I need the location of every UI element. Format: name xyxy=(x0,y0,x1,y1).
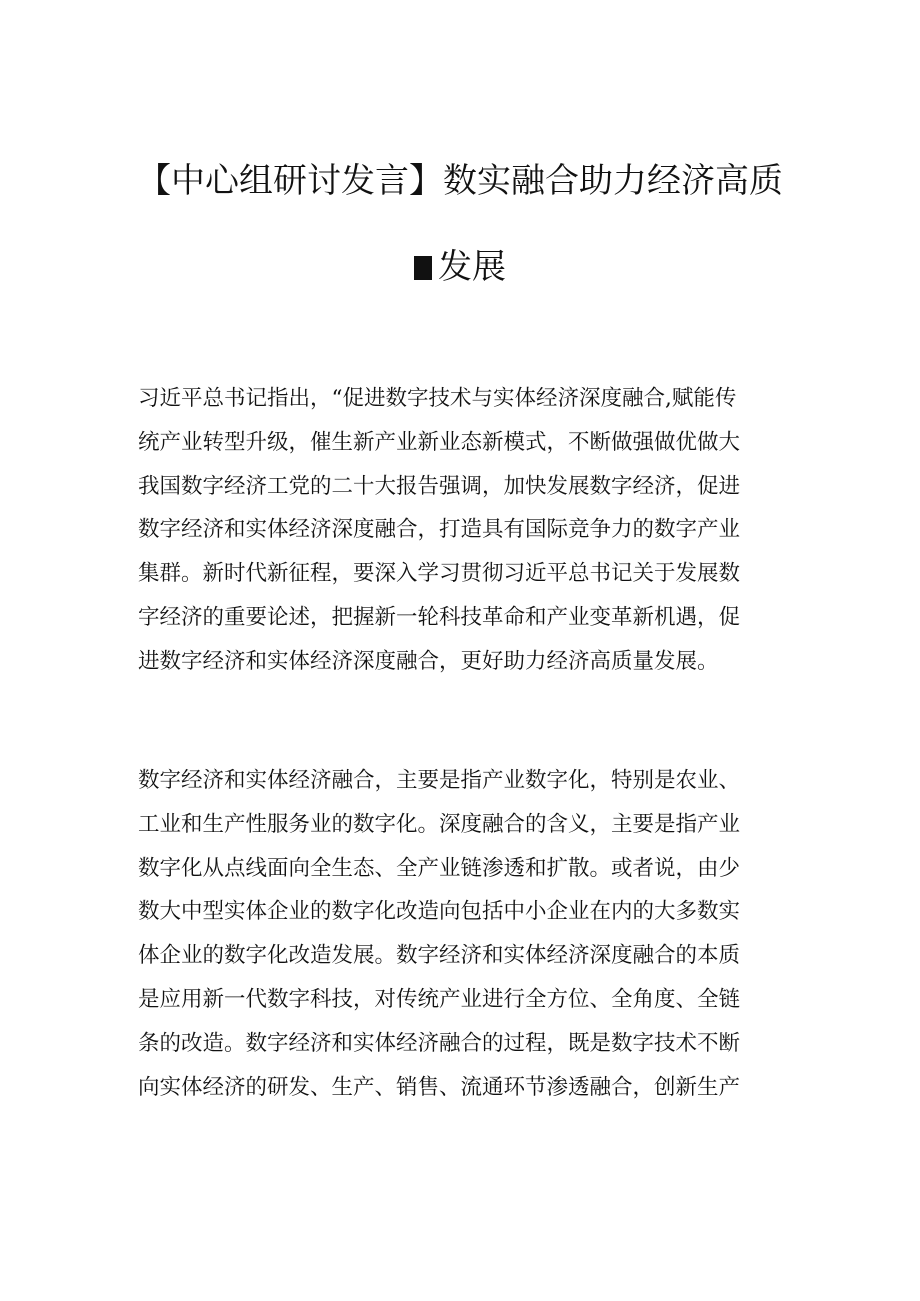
paragraph-line: 我国数字经济工党的二十大报告强调，加快发展数字经济，促进 xyxy=(138,473,741,499)
paragraph-line: 数字化从点线面向全生态、全产业链渗透和扩散。或者说，由少 xyxy=(138,855,741,881)
paragraph-line: 数字经济和实体经济深度融合，打造具有国际竞争力的数字产业 xyxy=(138,517,741,543)
paragraph-2 xyxy=(138,759,798,1109)
paragraph-line: 数字经济和实体经济融合，主要是指产业数字化，特别是农业、 xyxy=(138,768,741,793)
paragraph-line: 进数字经济和实体经济深度融合，更好助力经济高质量发展。 xyxy=(138,648,719,674)
paragraph-line: 习近平总书记指出，“促进数字技术与实体经济深度融合,赋能传 xyxy=(138,386,737,411)
document-title-line-2-text: 发展 xyxy=(438,247,506,287)
paragraph-line: 是应用新一代数字科技，对传统产业进行全方位、全角度、全链 xyxy=(138,986,741,1012)
paragraph-line: 字经济的重要论述，把握新一轮科技革命和产业变革新机遇，促 xyxy=(138,604,741,630)
paragraph-line: 体企业的数字化改造发展。数字经济和实体经济深度融合的本质 xyxy=(138,943,741,969)
paragraph-1 xyxy=(138,377,798,684)
document-title-line-2 xyxy=(90,242,830,292)
paragraph-line: 条的改造。数字经济和实体经济融合的过程，既是数字技术不断 xyxy=(138,1030,741,1056)
paragraph-line: 统产业转型升级，催生新产业新业态新模式，不断做强做优做大 xyxy=(138,429,741,455)
paragraph-line: 工业和生产性服务业的数字化。深度融合的含义，主要是指产业 xyxy=(138,811,741,837)
missing-glyph-mark xyxy=(414,256,432,280)
paragraph-line: 集群。新时代新征程，要深入学习贯彻习近平总书记关于发展数 xyxy=(138,561,741,587)
paragraph-line: 数大中型实体企业的数字化改造向包括中小企业在内的大多数实 xyxy=(138,899,741,925)
document-title-line-1: 【中心组研讨发言】数实融合助力经济高质 xyxy=(137,161,783,201)
paragraph-line: 向实体经济的研发、生产、销售、流通环节渗透融合，创新生产 xyxy=(138,1074,741,1100)
